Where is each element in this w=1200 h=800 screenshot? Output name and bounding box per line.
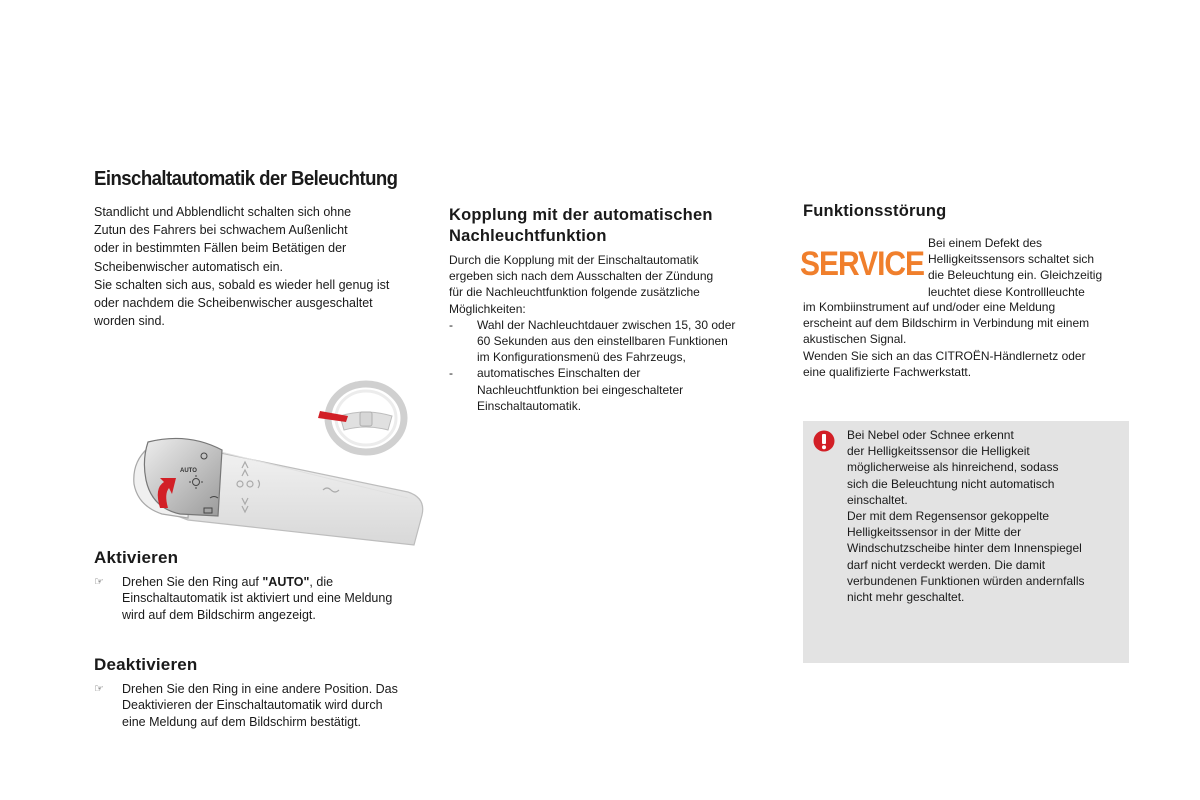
auto-keyword: "AUTO" — [262, 575, 310, 589]
service-warning-icon — [799, 244, 925, 283]
intro-line: oder in bestimmten Fällen beim Betätigen der — [94, 241, 347, 256]
intro-paragraph — [94, 203, 424, 330]
malfunction-heading: Funktionsstörung — [803, 202, 947, 220]
activate-instruction: ☞ Drehen Sie den Ring auf "AUTO", die Einschaltautomatik ist aktiviert und eine Meldung wird auf dem Bildschirm angezeigt. — [94, 575, 393, 622]
coupling-section — [449, 205, 779, 414]
service-label: SERVICE — [799, 244, 925, 283]
hand-pointer-icon: ☞ — [94, 576, 104, 588]
coupling-intro-line: für die Nachleuchtfunktion folgende zusätzliche — [449, 285, 700, 300]
intro-line: Zutun des Fahrers bei schwachem Außenlicht — [94, 223, 348, 238]
coupling-options-list — [449, 317, 779, 414]
intro-line: Sie schalten sich aus, sobald es wieder hell genug ist — [94, 277, 390, 292]
coupling-intro-line: Möglichkeiten: — [449, 301, 526, 316]
list-item: - automatisches Einschalten der Nachleuchtfunktion bei eingeschalteter Einschaltautomatik. — [449, 366, 684, 413]
page-title: Einschaltautomatik der Beleuchtung — [94, 168, 398, 190]
malfunction-text-full: im Kombiinstrument auf und/oder eine Meldung erscheint auf dem Bildschirm in Verbindung mit einem akustischen Signal. Wenden Sie sich an das CITROËN-Händlernetz oder eine qualifizierte Fachwerkstatt. — [803, 300, 1090, 379]
light-stalk-illustration — [118, 380, 428, 548]
coupling-intro-line: Durch die Kopplung mit der Einschaltautomatik — [449, 253, 699, 267]
malfunction-text-right: Bei einem Defekt des Helligkeitssensors schaltet sich die Beleuchtung ein. Gleichzeitig leuchtet diese Kontrollleuchte — [928, 236, 1103, 299]
deactivate-heading: Deaktivieren — [94, 655, 198, 674]
deactivate-instruction: ☞ Drehen Sie den Ring in eine andere Position. Das Deaktivieren der Einschaltautomatik wird durch eine Meldung auf dem Bildschirm bestätigt. — [94, 682, 398, 729]
warning-text: Bei Nebel oder Schnee erkennt der Helligkeitssensor die Helligkeit möglicherweise als hinreichend, sodass sich die Beleuchtung nicht automatisch einschaltet. Der mit dem Regensensor gekoppelte Helligkeitssensor in der Mitte der Windschutzscheibe hinter dem Innenspiegel darf nicht verdeckt werden. Die damit verbundenen Funktionen würden andernfalls nicht mehr geschaltet. — [847, 428, 1085, 605]
activate-text: Drehen Sie den Ring auf — [122, 575, 263, 589]
coupling-intro-line: ergeben sich nach dem Ausschalten der Zündung — [449, 269, 714, 284]
intro-line: Standlicht und Abblendlicht schalten sich ohne — [94, 205, 352, 219]
hand-pointer-icon: ☞ — [94, 683, 104, 695]
coupling-heading: Kopplung mit der automatischen Nachleuchtfunktion — [449, 206, 713, 245]
warning-note-box — [803, 421, 1129, 663]
intro-line: oder nachdem die Scheibenwischer ausgeschaltet — [94, 296, 373, 311]
activate-heading: Aktivieren — [94, 548, 179, 567]
list-item: - Wahl der Nachleuchtdauer zwischen 15, 30 oder 60 Sekunden aus den einstellbaren Funktionen im Konfigurationsmenü des Fahrzeugs, — [449, 317, 736, 365]
auto-label: AUTO — [180, 468, 197, 474]
warning-exclamation-icon — [813, 430, 835, 452]
intro-line: Scheibenwischer automatisch ein. — [94, 259, 283, 274]
intro-line: worden sind. — [94, 314, 165, 329]
pointer-marker — [318, 411, 348, 422]
